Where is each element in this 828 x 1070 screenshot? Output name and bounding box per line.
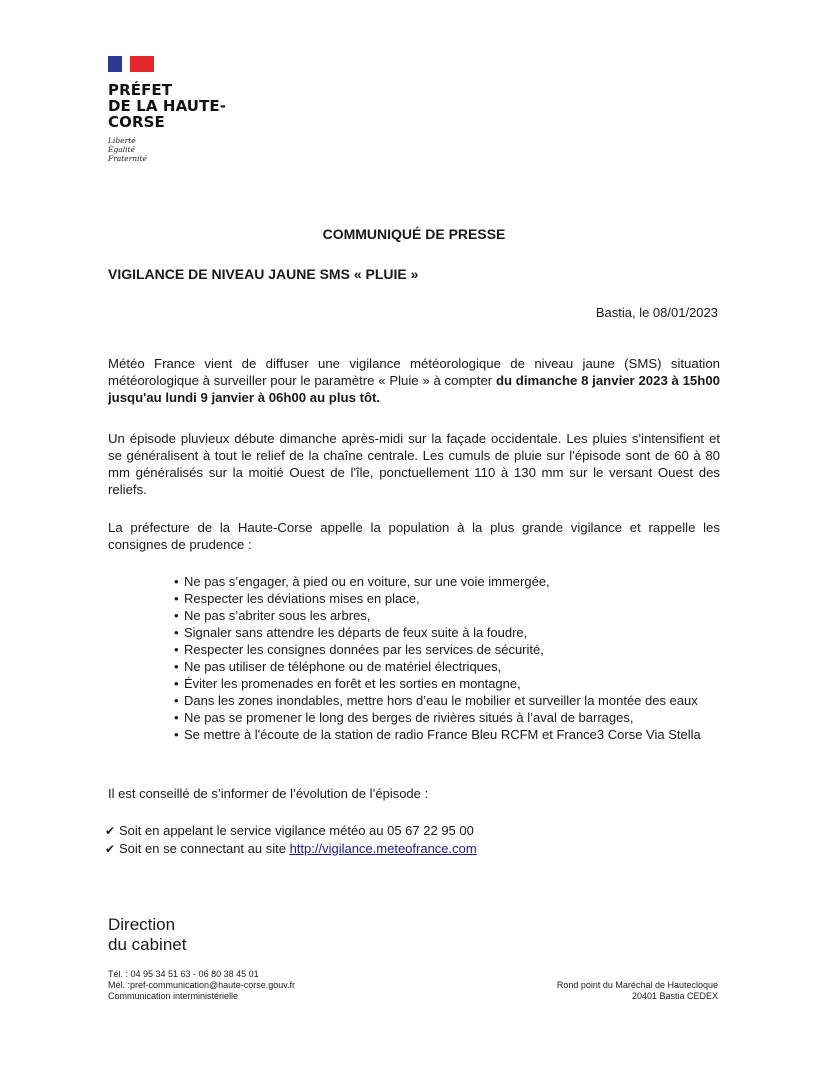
vigilance-subtitle: VIGILANCE DE NIVEAU JAUNE SMS « PLUIE » [108, 266, 419, 282]
republic-motto [108, 136, 238, 163]
bullet-icon: • [174, 574, 179, 589]
footer-contact [108, 969, 295, 1002]
info-intro: Il est conseillé de s’informer de l’évolution de l’épisode : [108, 786, 429, 801]
list-item: • Ne pas s’engager, à pied ou en voiture, sur une voie immergée, [174, 574, 550, 589]
footer-email: Mél. :pref-communication@haute-corse.gouv.fr [108, 980, 296, 990]
bullet-icon: • [174, 710, 179, 725]
address-line: Rond point du Maréchal de Hautecloque [556, 980, 718, 990]
prefecture-logo [108, 56, 238, 163]
bullet-icon: • [174, 659, 179, 674]
bullet-icon: • [174, 727, 179, 742]
contact-phone-item: ✔ Soit en appelant le service vigilance météo au 05 67 22 95 00 [105, 823, 474, 838]
list-item: • Respecter les consignes données par les services de sécurité, [174, 642, 544, 657]
list-item: • Ne pas utiliser de téléphone ou de matériel électriques, [174, 659, 502, 674]
marianne-flag-icon [108, 56, 154, 72]
dateline: Bastia, le 08/01/2023 [595, 305, 718, 320]
list-item: • Éviter les promenades en forêt et les sorties en montagne, [174, 676, 521, 691]
intro-text: Météo France vient de diffuser une vigilance météorologique de niveau jaune (SMS) situation météorologique à surveiller pour le paramètre « Pluie » à compter [108, 356, 720, 388]
footer-service: Communication interministérielle [108, 991, 239, 1001]
list-item: • Signaler sans attendre les départs de feux suite à la foudre, [174, 625, 528, 640]
prudence-paragraph: La préfecture de la Haute-Corse appelle la population à la plus grande vigilance et rappelle les consignes de prudence : [108, 520, 720, 552]
direction-line: du cabinet [108, 935, 187, 954]
prefet-line: PRÉFET [108, 81, 173, 99]
footer-tel: Tél. : 04 95 34 51 63 - 06 80 38 45 01 [108, 969, 259, 979]
list-item: • Se mettre à l'écoute de la station de radio France Bleu RCFM et France3 Corse Via Stella [174, 727, 701, 742]
list-item: • Ne pas se promener le long des berges de rivières situés à l’aval de barrages, [174, 710, 634, 725]
address-line: 20401 Bastia CEDEX [631, 991, 718, 1001]
motto-line: Liberté [108, 136, 136, 145]
vigilance-website-link[interactable]: http://vigilance.meteofrance.com [289, 841, 477, 856]
bullet-icon: • [174, 625, 179, 640]
bullet-icon: • [174, 693, 179, 708]
checkmark-icon: ✔ [105, 842, 116, 856]
bullet-icon: • [174, 591, 179, 606]
intro-period-bold: du dimanche 8 janvier 2023 à 15h00 jusqu'au lundi 9 janvier à 06h00 au plus tôt. [108, 373, 720, 405]
forecast-paragraph: Un épisode pluvieux débute dimanche après-midi sur la façade occidentale. Les pluies s'intensifient et se généralisent à tout le relief de la chaîne centrale. Les cumuls de pluie sur l'épisode sont de 60 à 80 mm généralisés sur la moitié Ouest de l'île, ponctuellement 110 à 130 mm sur le versant Ouest des reliefs. [108, 431, 720, 497]
prefet-title [108, 82, 238, 130]
footer-address [557, 980, 718, 1002]
bullet-icon: • [174, 676, 179, 691]
contact-website-item: ✔ Soit en se connectant au site http://vigilance.meteofrance.com [105, 841, 477, 856]
list-item: • Ne pas s’abriter sous les arbres, [174, 608, 371, 623]
bullet-icon: • [174, 608, 179, 623]
bullet-icon: • [174, 642, 179, 657]
prefet-line: DE LA HAUTE- [108, 97, 227, 115]
motto-line: Égalité [108, 145, 135, 154]
direction-line: Direction [108, 915, 176, 934]
prefet-line: CORSE [108, 113, 165, 131]
safety-instructions-list [174, 573, 701, 743]
document-title: COMMUNIQUÉ DE PRESSE [322, 226, 506, 242]
checkmark-icon: ✔ [105, 824, 116, 838]
list-item: • Respecter les déviations mises en place, [174, 591, 420, 606]
list-item: • Dans les zones inondables, mettre hors d’eau le mobilier et surveiller la montée des eaux [174, 693, 698, 708]
contact-options [105, 822, 477, 858]
direction-cabinet [108, 915, 186, 955]
intro-paragraph [108, 355, 720, 406]
motto-line: Fraternité [108, 154, 147, 163]
